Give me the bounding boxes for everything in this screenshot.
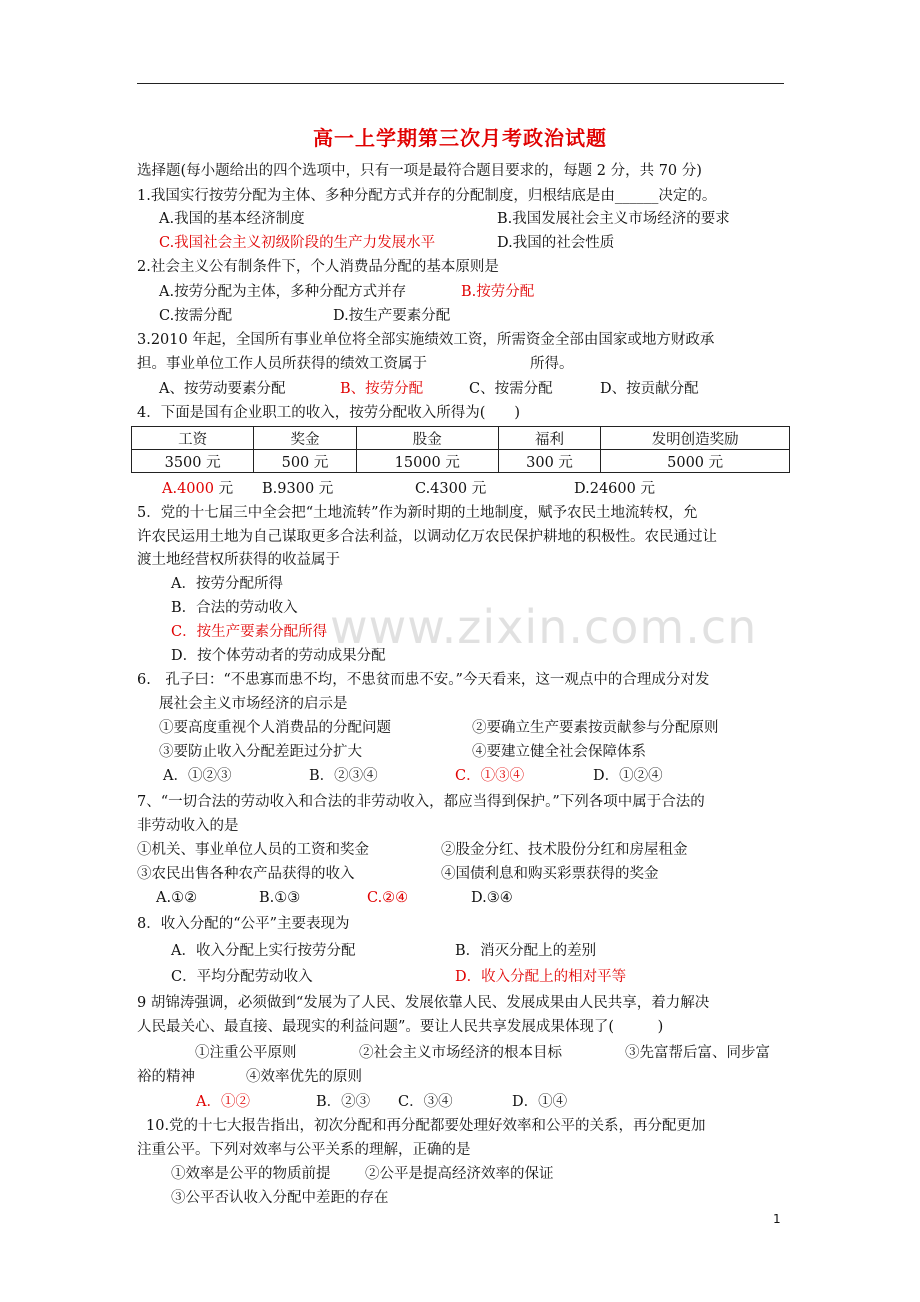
- page-title: 高一上学期第三次月考政治试题: [313, 126, 607, 150]
- q10-stem-line2: 注重公平。下列对效率与公平关系的理解，正确的是: [137, 1142, 471, 1158]
- q3-option-a: A、按劳动要素分配: [159, 381, 286, 397]
- q1-stem: 1.我国实行按劳分配为主体、多种分配方式并存的分配制度，归根结底是由______决定的。: [137, 188, 717, 204]
- q7-statement-2: ②股金分红、技术股份分红和房屋租金: [441, 842, 688, 858]
- q7-option-d: D.③④: [471, 890, 513, 906]
- q3-option-d: D、按贡献分配: [600, 381, 699, 397]
- income-table-value-row: [132, 450, 790, 473]
- q8-stem: 8．收入分配的“公平”主要表现为: [137, 916, 350, 932]
- q6-statement-4: ④要建立健全社会保障体系: [472, 744, 646, 760]
- table-header-cell: 发明创造奖励: [601, 427, 790, 450]
- page-number: 1: [773, 1212, 781, 1226]
- q2-option-b-answer: B.按劳分配: [461, 284, 535, 300]
- q7-statement-4: ④国债利息和购买彩票获得的奖金: [441, 866, 659, 882]
- q8-option-b: B．消灭分配上的差别: [455, 943, 597, 959]
- q9-stem-line1: 9 胡锦涛强调，必须做到“发展为了人民、发展依靠人民、发展成果由人民共享，着力解决: [137, 995, 710, 1011]
- q5-option-a: A．按劳分配所得: [171, 576, 283, 592]
- q9-option-d: D．①④: [512, 1094, 568, 1110]
- q5-stem-line3: 渡土地经营权所获得的收益属于: [137, 552, 340, 568]
- q9-statement-2: ②社会主义市场经济的根本目标: [359, 1045, 562, 1061]
- q9-statement-1: ①注重公平原则: [195, 1045, 297, 1061]
- table-header-cell: 奖金: [254, 427, 356, 450]
- q6-option-d: D．①②④: [593, 768, 663, 784]
- q4-option-a: [162, 479, 233, 499]
- q7-statement-3: ③农民出售各种农产品获得的收入: [137, 866, 355, 882]
- q9-statement-4: ④效率优先的原则: [246, 1069, 362, 1085]
- table-header-cell: 福利: [498, 427, 600, 450]
- q7-option-b: B.①③: [259, 890, 301, 906]
- q3-stem-line2: 担。事业单位工作人员所获得的绩效工资属于: [137, 356, 427, 372]
- watermark-text: www.zixin.com.cn: [330, 600, 758, 654]
- table-cell: 15000 元: [356, 450, 498, 473]
- q2-stem: 2.社会主义公有制条件下，个人消费品分配的基本原则是: [137, 259, 499, 275]
- q6-stem-line2: 展社会主义市场经济的启示是: [159, 696, 348, 712]
- q8-option-c: C．平均分配劳动收入: [171, 969, 313, 985]
- q1-option-a: A.我国的基本经济制度: [159, 211, 305, 227]
- table-cell: 5000 元: [601, 450, 790, 473]
- q9-option-c: C．③④: [398, 1094, 453, 1110]
- q2-option-d: D.按生产要素分配: [333, 308, 451, 324]
- q7-stem-line2: 非劳动收入的是: [137, 818, 239, 834]
- q7-stem-line1: 7、“一切合法的劳动收入和合法的非劳动收入，都应当得到保护。”下列各项中属于合法的: [137, 794, 705, 810]
- q9-stem-line2: 人民最关心、最直接、最现实的利益问题”。要让人民共享发展成果体现了( ): [137, 1019, 664, 1035]
- q2-option-a: A.按劳分配为主体，多种分配方式并存: [159, 284, 407, 300]
- q10-statement-3: ③公平否认收入分配中差距的存在: [171, 1190, 389, 1206]
- q10-statement-2: ②公平是提高经济效率的保证: [365, 1166, 554, 1182]
- q6-option-c-answer: C．①③④: [455, 768, 525, 784]
- q3-stem-line2-end: 所得。: [530, 356, 574, 372]
- q6-option-b: B．②③④: [309, 768, 378, 784]
- q5-option-b: B．合法的劳动收入: [171, 600, 298, 616]
- q8-option-a: A．收入分配上实行按劳分配: [171, 943, 356, 959]
- q8-option-d-answer: D．收入分配上的相对平等: [455, 969, 627, 985]
- q1-option-b: B.我国发展社会主义市场经济的要求: [497, 211, 730, 227]
- q1-option-c-answer: C.我国社会主义初级阶段的生产力发展水平: [159, 235, 436, 251]
- q3-option-b-answer: B、按劳分配: [340, 381, 424, 397]
- q5-stem-line2: 许农民运用土地为自己谋取更多合法利益，以调动亿万农民保护耕地的积极性。农民通过让: [137, 529, 717, 545]
- table-cell: 300 元: [498, 450, 600, 473]
- intro-text: 选择题(每小题给出的四个选项中，只有一项是最符合题目要求的，每题 2 分，共 70 分): [137, 163, 702, 179]
- q6-stem-line1: 6. 孔子曰：“不患寡而患不均，不患贫而患不安。”今天看来，这一观点中的合理成分对发: [137, 672, 710, 688]
- q5-option-c-answer: C．按生产要素分配所得: [171, 624, 328, 640]
- q9-option-b: B．②③: [316, 1094, 371, 1110]
- table-cell: 3500 元: [132, 450, 254, 473]
- q10-stem-line1: 10.党的十七大报告指出，初次分配和再分配都要处理好效率和公平的关系，再分配更加: [146, 1118, 706, 1134]
- q4-stem: 4．下面是国有企业职工的收入，按劳分配收入所得为( ): [137, 405, 521, 421]
- q7-option-c-answer: C.②④: [367, 890, 409, 906]
- q6-option-a: A．①②③: [163, 768, 232, 784]
- q6-statement-1: ①要高度重视个人消费品的分配问题: [159, 720, 391, 736]
- q2-option-c: C.按需分配: [159, 308, 233, 324]
- q9-option-a-answer: A．①②: [196, 1094, 250, 1110]
- q4-option-c: C.4300 元: [415, 481, 487, 497]
- q3-option-c: C、按需分配: [469, 381, 553, 397]
- income-table: [131, 426, 790, 473]
- q6-statement-3: ③要防止收入分配差距过分扩大: [159, 744, 362, 760]
- q7-option-a: A.①②: [156, 890, 198, 906]
- table-header-cell: 工资: [132, 427, 254, 450]
- income-table-header-row: [132, 427, 790, 450]
- q7-statement-1: ①机关、事业单位人员的工资和奖金: [137, 842, 369, 858]
- header-rule: [137, 83, 784, 84]
- q5-option-d: D．按个体劳动者的劳动成果分配: [171, 648, 386, 664]
- q9-statement-3: ③先富帮后富、同步富: [625, 1045, 770, 1061]
- q5-stem-line1: 5．党的十七届三中全会把“土地流转”作为新时期的土地制度，赋予农民土地流转权，允: [137, 505, 698, 521]
- q1-option-d: D.我国的社会性质: [497, 235, 615, 251]
- table-header-cell: 股金: [356, 427, 498, 450]
- q3-stem-line1: 3.2010 年起，全国所有事业单位将全部实施绩效工资，所需资金全部由国家或地方财政承: [137, 332, 715, 348]
- q10-statement-1: ①效率是公平的物质前提: [171, 1166, 331, 1182]
- q4-option-a-unit: 元: [218, 481, 234, 497]
- q4-option-b: B.9300 元: [262, 481, 334, 497]
- q9-statement-3-cont: 裕的精神: [137, 1069, 195, 1085]
- q4-option-d: D.24600 元: [574, 481, 655, 497]
- q6-statement-2: ②要确立生产要素按贡献参与分配原则: [472, 720, 719, 736]
- table-cell: 500 元: [254, 450, 356, 473]
- q4-option-a-answer: A.4000: [162, 481, 214, 497]
